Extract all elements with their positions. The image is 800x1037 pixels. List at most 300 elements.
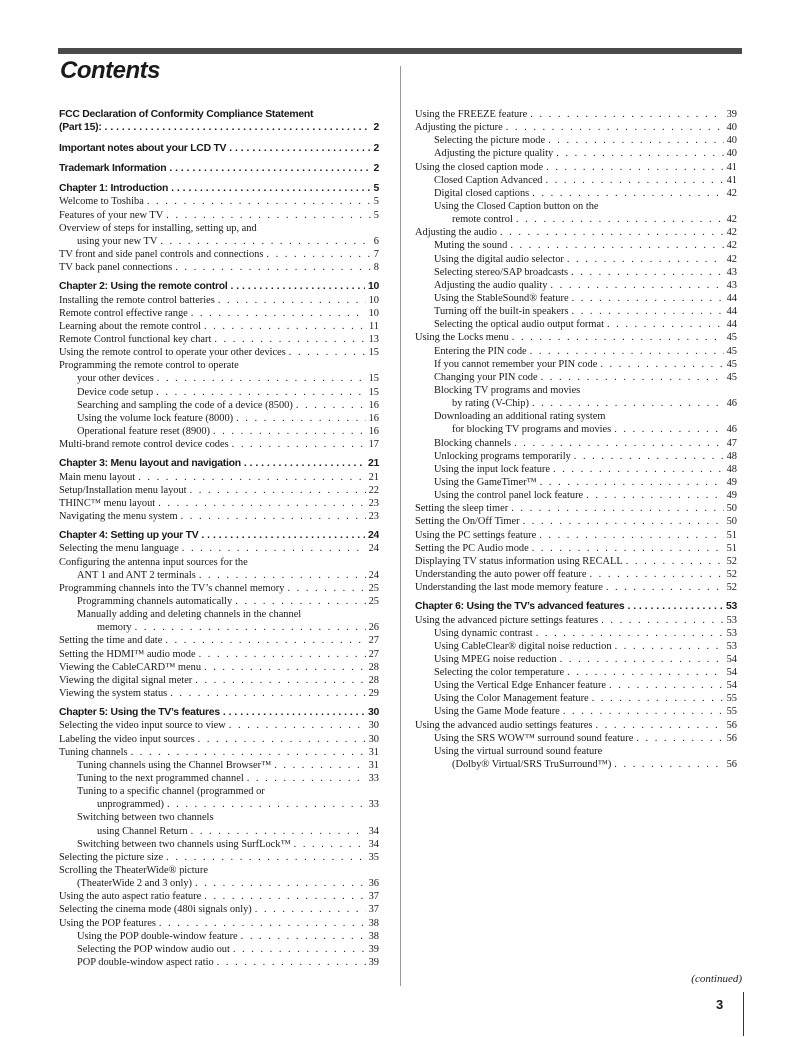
toc-entry	[415, 331, 737, 344]
dot-leader	[550, 279, 723, 292]
dot-leader	[615, 640, 724, 653]
toc-entry	[59, 746, 379, 759]
toc-entry	[59, 386, 379, 399]
dot-leader	[530, 345, 724, 358]
dot-leader	[198, 733, 366, 746]
toc-entry	[415, 502, 737, 515]
toc-entry	[415, 692, 737, 705]
toc-entry	[415, 423, 737, 436]
toc-entry-title: Setting the HDMI™ audio mode	[59, 648, 196, 660]
dot-leader	[147, 195, 371, 208]
toc-heading	[59, 280, 379, 293]
toc-entry-title: Trademark Information	[59, 162, 167, 174]
toc-entry-page: 42	[726, 253, 737, 265]
toc-entry-page: 43	[726, 279, 737, 291]
toc-entry-page: 41	[726, 174, 737, 186]
toc-entry-title: Using the StableSound® feature	[434, 292, 569, 304]
toc-entry-page: 44	[726, 292, 737, 304]
toc-entry-title: Setting the On/Off Timer	[415, 516, 520, 528]
toc-entry-page: 28	[368, 661, 379, 673]
toc-entry-title: (TheaterWide 2 and 3 only)	[77, 878, 192, 890]
toc-entry-title: Programming channels into the TV’s channel memory	[59, 582, 285, 594]
dot-leader	[294, 838, 366, 851]
toc-entry	[415, 213, 737, 226]
toc-entry-title: Adjusting the audio	[415, 227, 497, 239]
toc-entry-title: Overview of steps for installing, setting up, and	[59, 222, 257, 234]
toc-entry-title: unprogrammed)	[97, 799, 164, 811]
dot-leader	[512, 331, 724, 344]
toc-entry	[59, 877, 379, 890]
toc-entry	[59, 542, 379, 555]
toc-entry	[415, 515, 737, 528]
toc-entry	[415, 384, 737, 397]
toc-entry	[59, 307, 379, 320]
toc-entry	[59, 733, 379, 746]
toc-entry-page: 2	[373, 122, 379, 134]
dot-leader	[159, 917, 366, 930]
toc-entry-page: 37	[368, 891, 379, 903]
toc-entry-page: 29	[368, 688, 379, 700]
toc-entry	[59, 648, 379, 661]
toc-entry	[59, 222, 379, 235]
dot-leader	[556, 147, 723, 160]
dot-leader	[199, 569, 366, 582]
dot-leader	[235, 595, 365, 608]
dot-leader	[289, 346, 366, 359]
toc-entry-title: Main menu layout	[59, 471, 136, 483]
toc-entry-title: THINC™ menu layout	[59, 497, 156, 509]
toc-entry-page: 8	[373, 262, 379, 274]
toc-entry	[59, 798, 379, 811]
dot-leader	[190, 484, 366, 497]
toc-entry-title: Turning off the built-in speakers	[434, 306, 569, 318]
toc-entry-page: 11	[368, 320, 379, 332]
toc-entry-title: Tuning to the next programmed channel	[77, 773, 244, 785]
toc-entry-title: Using the auto aspect ratio feature	[59, 891, 202, 903]
toc-entry-title: Using the PC settings feature	[415, 529, 537, 541]
toc-entry-page: 30	[367, 707, 379, 719]
toc-entry-page: 56	[726, 759, 737, 771]
dot-leader	[166, 209, 371, 222]
toc-entry-page: 56	[726, 732, 737, 744]
toc-entry-title: Closed Caption Advanced	[434, 174, 543, 186]
toc-entry-page: 5	[373, 183, 379, 195]
dot-leader	[217, 956, 366, 969]
toc-entry-title: using your new TV	[77, 235, 158, 247]
toc-entry-page: 10	[367, 281, 379, 293]
dot-leader	[606, 581, 724, 594]
toc-entry	[59, 595, 379, 608]
toc-entry-title: ANT 1 and ANT 2 terminals	[77, 569, 196, 581]
toc-entry	[415, 745, 737, 758]
toc-entry-title: Navigating the menu system	[59, 511, 178, 523]
toc-entry	[415, 305, 737, 318]
toc-heading	[59, 142, 379, 155]
toc-entry-title: Using the virtual surround sound feature	[434, 745, 603, 757]
toc-entry	[415, 437, 737, 450]
toc-entry-title: Manually adding and deleting channels in the channel	[77, 609, 302, 621]
toc-entry-title: Operational feature reset (8900)	[77, 426, 210, 438]
toc-entry-title: TV front and side panel controls and connections	[59, 249, 264, 261]
toc-entry-title: Setup/Installation menu layout	[59, 484, 187, 496]
toc-entry-title: Tuning to a specific channel (programmed or	[77, 786, 265, 798]
toc-entry-page: 25	[368, 582, 379, 594]
toc-entry-title: your other devices	[77, 373, 154, 385]
page-number: 3	[716, 997, 724, 1012]
toc-entry-page: 5	[373, 196, 379, 208]
toc-entry-title: Chapter 5: Using the TV’s features	[59, 707, 220, 719]
toc-entry-title: Programming channels automatically	[77, 596, 233, 608]
toc-entry-page: 31	[368, 759, 379, 771]
toc-entry-title: Scrolling the TheaterWide® picture	[59, 865, 208, 876]
toc-entry-page: 16	[368, 399, 379, 411]
toc-entry	[59, 399, 379, 412]
toc-entry-page: 53	[726, 640, 737, 652]
toc-entry-page: 21	[367, 458, 379, 470]
toc-entry-page: 53	[726, 627, 737, 639]
dot-leader	[214, 333, 365, 346]
dot-leader	[167, 798, 366, 811]
dot-leader	[600, 358, 723, 371]
dot-leader	[592, 692, 724, 705]
dot-leader	[539, 529, 723, 542]
dot-leader	[229, 142, 370, 155]
toc-entry	[59, 195, 379, 208]
dot-leader	[229, 719, 366, 732]
dot-leader	[138, 471, 365, 484]
toc-entry-page: 50	[726, 516, 737, 528]
dot-leader	[244, 457, 365, 470]
toc-entry	[59, 759, 379, 772]
toc-entry	[59, 674, 379, 687]
toc-entry	[415, 705, 737, 718]
toc-entry	[415, 397, 737, 410]
toc-entry	[59, 917, 379, 930]
toc-entry	[59, 248, 379, 261]
toc-entry	[415, 529, 737, 542]
dot-leader	[287, 582, 365, 595]
toc-entry	[59, 425, 379, 438]
toc-entry	[59, 687, 379, 700]
toc-entry-page: 40	[726, 122, 737, 134]
toc-entry-page: 49	[726, 476, 737, 488]
toc-entry-page: 42	[726, 214, 737, 226]
toc-entry-title: Using the volume lock feature (8000)	[77, 412, 234, 424]
toc-entry-page: 17	[368, 439, 379, 451]
toc-entry-title: Remote control effective range	[59, 307, 188, 319]
toc-entry-page: 43	[726, 266, 737, 278]
toc-entry-page: 42	[726, 240, 737, 252]
toc-heading	[59, 162, 379, 175]
dot-leader	[567, 666, 723, 679]
toc-entry	[415, 318, 737, 331]
dot-leader	[241, 930, 366, 943]
toc-entry-page: 5	[373, 209, 379, 221]
dot-leader	[514, 437, 724, 450]
toc-entry-title: Welcome to Toshiba	[59, 196, 144, 208]
toc-entry-page: 53	[726, 614, 737, 626]
toc-entry	[415, 279, 737, 292]
toc-entry	[59, 569, 379, 582]
toc-entry-title: remote control	[452, 214, 513, 226]
toc-entry-page: 25	[368, 596, 379, 608]
dot-leader	[131, 746, 366, 759]
toc-entry	[59, 261, 379, 274]
toc-entry-title: Viewing the digital signal meter	[59, 674, 193, 686]
dot-leader	[530, 108, 723, 121]
toc-entry-page: 56	[726, 719, 737, 731]
toc-entry	[59, 930, 379, 943]
toc-entry-title: Important notes about your LCD TV	[59, 142, 227, 154]
toc-entry-page: 30	[368, 733, 379, 745]
dot-leader	[199, 648, 366, 661]
toc-entry	[415, 108, 737, 121]
toc-entry	[59, 838, 379, 851]
toc-entry	[59, 661, 379, 674]
toc-entry	[415, 266, 737, 279]
toc-heading	[59, 706, 379, 719]
toc-entry	[415, 147, 737, 160]
dot-leader	[506, 121, 724, 134]
page-title: Contents	[60, 57, 160, 84]
toc-entry-title: Using the digital audio selector	[434, 253, 564, 265]
toc-entry-page: 38	[368, 930, 379, 942]
toc-entry-title: memory	[97, 622, 132, 634]
toc-entry	[415, 161, 737, 174]
toc-entry-title: Blocking TV programs and movies	[434, 384, 581, 396]
toc-entry	[59, 772, 379, 785]
dot-leader	[170, 687, 365, 700]
toc-entry-title: Programming the remote control to operate	[59, 360, 239, 372]
dot-leader	[601, 614, 723, 627]
toc-entry-title: Features of your new TV	[59, 209, 164, 221]
toc-entry-title: FCC Declaration of Conformity Compliance Statement	[59, 109, 314, 120]
toc-entry-page: 51	[726, 529, 737, 541]
toc-entry-page: 54	[726, 680, 737, 692]
toc-entry-title: Using the advanced picture settings features	[415, 614, 599, 626]
toc-entry-page: 45	[726, 345, 737, 357]
dot-leader	[156, 386, 365, 399]
toc-entry-page: 15	[368, 373, 379, 385]
toc-entry-title: Using the Locks menu	[415, 332, 509, 344]
toc-entry	[59, 438, 379, 451]
toc-entry	[415, 174, 737, 187]
toc-entry-page: 54	[726, 653, 737, 665]
dot-leader	[231, 280, 365, 293]
toc-entry-page: 37	[368, 904, 379, 916]
toc-entry-title: Switching between two channels	[77, 812, 214, 824]
toc-entry	[59, 484, 379, 497]
dot-leader	[627, 600, 723, 613]
toc-entry	[59, 890, 379, 903]
toc-entry	[415, 134, 737, 147]
toc-entry-page: 40	[726, 148, 737, 160]
toc-entry-title: Tuning channels using the Channel Browser™	[77, 759, 272, 771]
toc-entry	[415, 292, 737, 305]
toc-entry-title: Adjusting the picture	[415, 122, 503, 134]
toc-entry-title: Chapter 4: Setting up your TV	[59, 530, 199, 542]
toc-entry-title: Using CableClear® digital noise reduction	[434, 640, 612, 652]
toc-entry-page: 34	[368, 838, 379, 850]
toc-entry	[415, 581, 737, 594]
dot-leader	[201, 529, 365, 542]
toc-entry-page: 48	[726, 450, 737, 462]
dot-leader	[626, 555, 724, 568]
toc-entry	[415, 679, 737, 692]
dot-leader	[572, 292, 724, 305]
toc-entry-page: 48	[726, 463, 737, 475]
toc-entry	[415, 371, 737, 384]
dot-leader	[255, 903, 366, 916]
dot-leader	[218, 294, 366, 307]
dot-leader	[296, 399, 366, 412]
dot-leader	[614, 758, 723, 771]
toc-entry	[59, 510, 379, 523]
toc-entry-page: 30	[368, 720, 379, 732]
dot-leader	[169, 162, 370, 175]
dot-leader	[614, 423, 723, 436]
toc-entry	[59, 825, 379, 838]
toc-entry-page: 16	[368, 412, 379, 424]
toc-entry	[59, 209, 379, 222]
toc-entry-title: (Part 15):	[59, 122, 102, 134]
dot-leader	[232, 438, 366, 451]
toc-entry-page: 39	[368, 943, 379, 955]
toc-entry	[59, 582, 379, 595]
toc-entry	[415, 489, 737, 502]
toc-right-column	[415, 108, 737, 771]
dot-leader	[541, 371, 724, 384]
toc-entry-title: Selecting the video input source to view	[59, 720, 226, 732]
toc-entry-page: 24	[368, 543, 379, 555]
toc-entry	[59, 235, 379, 248]
toc-entry-title: Entering the PIN code	[434, 345, 527, 357]
toc-entry-title: Chapter 3: Menu layout and navigation	[59, 458, 241, 470]
toc-entry-page: 34	[368, 825, 379, 837]
dot-leader	[195, 877, 366, 890]
toc-entry-title: Using the advanced audio settings features	[415, 719, 593, 731]
dot-leader	[213, 425, 366, 438]
toc-entry-title: Multi-brand remote control device codes	[59, 439, 229, 451]
dot-leader	[247, 772, 366, 785]
toc-entry-title: Setting the time and date	[59, 635, 163, 647]
toc-entry-page: 2	[373, 142, 379, 154]
toc-entry-title: Adjusting the audio quality	[434, 279, 548, 291]
dot-leader	[563, 705, 724, 718]
dot-leader	[516, 213, 724, 226]
toc-entry-page: 51	[726, 542, 737, 554]
toc-entry	[59, 903, 379, 916]
dot-leader	[609, 679, 724, 692]
toc-entry-title: Installing the remote control batteries	[59, 294, 215, 306]
toc-heading	[59, 121, 379, 134]
toc-entry-title: Viewing the system status	[59, 688, 168, 700]
toc-entry-title: Labeling the video input sources	[59, 733, 195, 745]
dot-leader	[158, 497, 365, 510]
toc-entry-title: Configuring the antenna input sources for the	[59, 556, 248, 568]
toc-entry-page: 35	[368, 851, 379, 863]
toc-entry-page: 49	[726, 490, 737, 502]
toc-entry	[59, 811, 379, 824]
toc-entry-title: POP double-window aspect ratio	[77, 956, 214, 968]
toc-entry-title: Unlocking programs temporarily	[434, 450, 571, 462]
toc-entry	[415, 345, 737, 358]
toc-entry	[59, 851, 379, 864]
toc-entry-page: 2	[373, 162, 379, 174]
toc-entry-title: Downloading an additional rating system	[434, 411, 606, 423]
toc-entry-page: 45	[726, 358, 737, 370]
toc-entry-title: (Dolby® Virtual/SRS TruSurround™)	[452, 759, 612, 771]
toc-entry-title: Using dynamic contrast	[434, 627, 533, 639]
toc-entry-page: 31	[368, 746, 379, 758]
dot-leader	[223, 706, 365, 719]
toc-entry	[415, 200, 737, 213]
toc-entry-title: If you cannot remember your PIN code	[434, 358, 598, 370]
toc-entry-page: 21	[368, 471, 379, 483]
toc-entry	[59, 785, 379, 798]
toc-entry-title: Learning about the remote control	[59, 320, 201, 332]
toc-entry-page: 44	[726, 306, 737, 318]
dot-leader	[553, 463, 724, 476]
toc-entry	[59, 372, 379, 385]
toc-entry-title: Using the POP features	[59, 917, 156, 929]
toc-entry-page: 39	[368, 956, 379, 968]
toc-entry	[59, 956, 379, 969]
toc-entry	[415, 758, 737, 771]
dot-leader	[523, 515, 724, 528]
dot-leader	[546, 174, 724, 187]
toc-entry-title: Switching between two channels using SurfLock™	[77, 838, 291, 850]
toc-entry-page: 26	[368, 622, 379, 634]
toc-entry-title: for blocking TV programs and movies	[452, 424, 612, 436]
toc-entry-title: Selecting the optical audio output format	[434, 319, 604, 331]
toc-heading	[415, 600, 737, 613]
toc-entry	[415, 732, 737, 745]
toc-entry	[415, 187, 737, 200]
toc-entry-title: Displaying TV status information using RECALL	[415, 555, 623, 567]
toc-entry-title: Changing your PIN code	[434, 371, 538, 383]
toc-entry-page: 39	[726, 109, 737, 120]
toc-entry	[59, 621, 379, 634]
continued-note: (continued)	[691, 973, 742, 985]
toc-entry	[415, 476, 737, 489]
dot-leader	[233, 943, 366, 956]
toc-entry-title: Selecting the picture size	[59, 851, 164, 863]
toc-entry-page: 24	[367, 530, 379, 542]
toc-entry-title: Using the Vertical Edge Enhancer feature	[434, 680, 607, 692]
toc-entry	[415, 121, 737, 134]
toc-entry-page: 22	[368, 484, 379, 496]
toc-entry-page: 28	[368, 674, 379, 686]
toc-entry	[415, 568, 737, 581]
toc-entry-page: 52	[726, 582, 737, 594]
toc-entry-title: Viewing the CableCARD™ menu	[59, 661, 202, 673]
toc-entry	[59, 412, 379, 425]
toc-entry	[59, 471, 379, 484]
dot-leader	[182, 542, 366, 555]
toc-entry-page: 27	[368, 648, 379, 660]
toc-entry-title: Remote Control functional key chart	[59, 334, 212, 346]
toc-entry-page: 33	[368, 799, 379, 811]
dot-leader	[204, 320, 366, 333]
toc-entry-page: 6	[373, 235, 379, 247]
toc-entry	[415, 653, 737, 666]
toc-entry-page: 55	[726, 693, 737, 705]
toc-entry	[59, 719, 379, 732]
dot-leader	[191, 825, 366, 838]
toc-entry-title: Understanding the auto power off feature	[415, 568, 587, 580]
toc-entry-title: Selecting the cinema mode (480i signals only)	[59, 904, 252, 916]
